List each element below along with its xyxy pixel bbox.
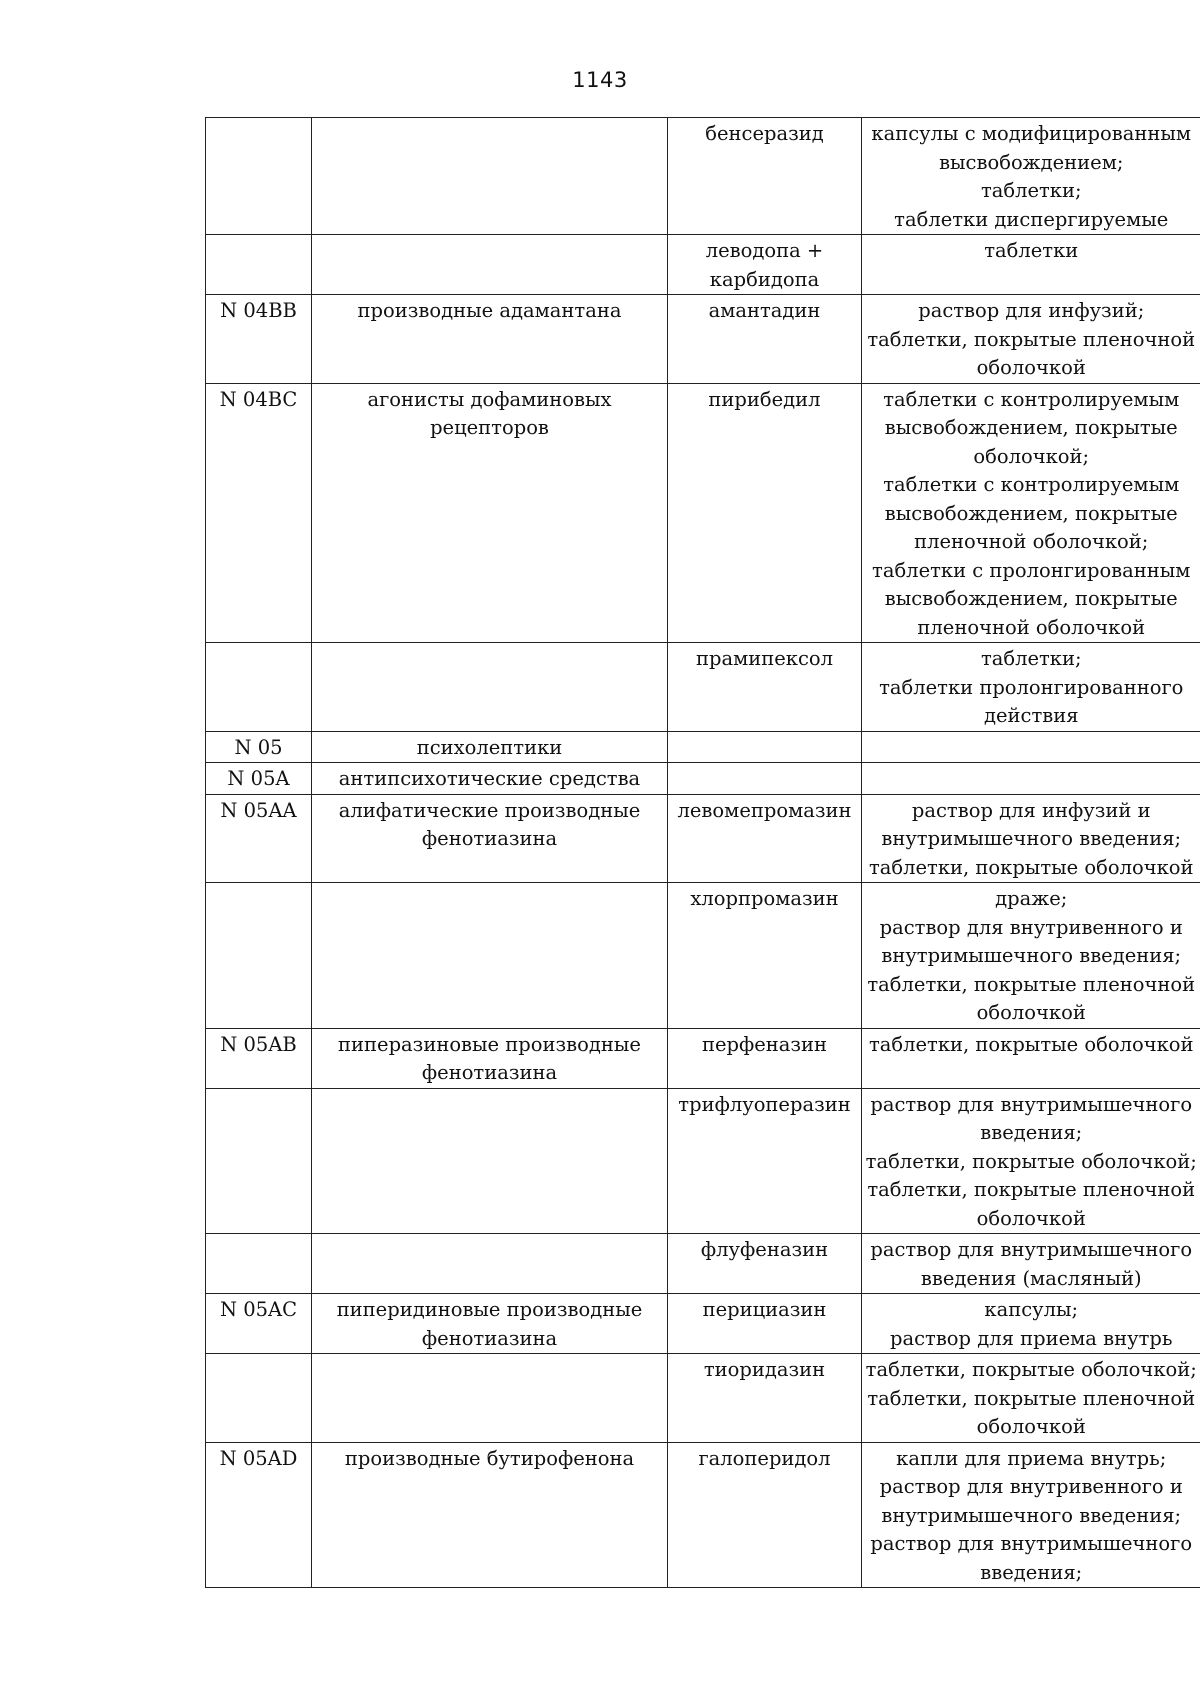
dosage-forms-line: оболочкой (976, 1415, 1086, 1438)
pharmacological-group-line: пиперазиновые производные (338, 1032, 641, 1056)
dosage-forms-line: оболочкой; (973, 444, 1090, 468)
dosage-forms-line: капсулы; (984, 1298, 1079, 1321)
table-row (206, 1294, 1200, 1354)
dosage-forms-line: введения; (980, 1560, 1083, 1584)
pharmacological-group-line: рецепторов (430, 416, 549, 439)
pharmacological-group-cell (312, 1354, 668, 1443)
dosage-forms-cell (862, 763, 1200, 795)
table-row (206, 883, 1200, 1029)
table-row (206, 1354, 1200, 1443)
pharmacological-group-line: пиперидиновые производные (336, 1298, 643, 1321)
dosage-forms-cell (862, 383, 1200, 643)
dosage-forms-line: таблетки с контролируемым (883, 473, 1180, 496)
drug-name-line: леводопа + (705, 239, 824, 262)
dosage-forms-line: внутримышечного введения; (881, 944, 1182, 967)
table-row (206, 118, 1200, 235)
pharmacological-group-cell (312, 794, 668, 883)
atc-code-cell: N 05AC (206, 1294, 312, 1354)
drug-name-cell (668, 1442, 862, 1588)
pharmacological-group-cell (312, 1442, 668, 1588)
dosage-forms-line: таблетки с контролируемым (883, 387, 1180, 411)
table-row (206, 1088, 1200, 1234)
pharmacological-group-cell (312, 1088, 668, 1234)
table-row (206, 763, 1200, 795)
dosage-forms-line: таблетки; (980, 179, 1082, 202)
atc-code-cell (206, 1354, 312, 1443)
drug-name-cell (668, 235, 862, 295)
dosage-forms-line: капсулы с модифицированным (871, 122, 1192, 145)
drug-name-cell (668, 643, 862, 732)
atc-code-cell: N 04BB (206, 295, 312, 384)
pharmacological-group-line: фенотиазина (421, 1326, 558, 1350)
dosage-forms-cell (862, 1028, 1200, 1088)
drug-name-line: тиоридазин (703, 1358, 826, 1381)
dosage-forms-cell (862, 643, 1200, 732)
dosage-forms-line: оболочкой (976, 1206, 1086, 1230)
drug-name-line: амантадин (708, 299, 821, 322)
pharmacological-group-line: фенотиазина (421, 1061, 558, 1084)
dosage-forms-line: раствор для инфузий и (911, 798, 1151, 822)
dosage-forms-line: таблетки пролонгированного (879, 675, 1184, 699)
pharmacological-group-line: производные адамантана (357, 299, 622, 322)
dosage-forms-line: раствор для внутримышечного (870, 1092, 1193, 1116)
drug-name-cell (668, 295, 862, 384)
dosage-forms-line: драже; (995, 887, 1068, 910)
dosage-forms-line: таблетки, покрытые оболочкой; (865, 1358, 1197, 1381)
dosage-forms-cell (862, 1234, 1200, 1294)
atc-code-cell (206, 1234, 312, 1294)
dosage-forms-line: внутримышечного введения; (881, 1503, 1182, 1527)
drug-name-cell (668, 1354, 862, 1443)
drug-name-cell (668, 1088, 862, 1234)
dosage-forms-cell (862, 1294, 1200, 1354)
atc-code-cell: N 05 (206, 731, 312, 763)
dosage-forms-cell (862, 1354, 1200, 1443)
table-row (206, 1234, 1200, 1294)
pharmacological-group-cell (312, 383, 668, 643)
atc-code-cell (206, 1088, 312, 1234)
table-row (206, 1442, 1200, 1588)
dosage-forms-line: высвобождением, покрытые (884, 587, 1178, 610)
drug-name-cell (668, 794, 862, 883)
dosage-forms-line: оболочкой (976, 1001, 1086, 1024)
pharmacological-group-cell (312, 295, 668, 384)
drug-name-line: прамипексол (695, 647, 834, 670)
page-number: 1143 (572, 68, 628, 92)
drug-name-line: перициазин (702, 1298, 827, 1321)
dosage-forms-line: таблетки, покрытые пленочной (867, 1178, 1196, 1201)
table-row (206, 1028, 1200, 1088)
drug-name-line: левомепромазин (677, 798, 852, 822)
table-row (206, 383, 1200, 643)
table-row (206, 295, 1200, 384)
drug-name-cell (668, 1234, 862, 1294)
pharmacological-group-cell (312, 118, 668, 235)
atc-code-cell (206, 235, 312, 295)
atc-code-cell: N 05AD (206, 1442, 312, 1588)
drug-name-cell (668, 118, 862, 235)
drug-name-cell (668, 1294, 862, 1354)
atc-code-cell (206, 643, 312, 732)
drug-classification-table (205, 117, 1200, 1588)
dosage-forms-line: капли для приема внутрь; (896, 1446, 1167, 1470)
dosage-forms-cell (862, 235, 1200, 295)
drug-name-line: перфеназин (701, 1032, 828, 1056)
pharmacological-group-line: агонисты дофаминовых (367, 387, 612, 411)
drug-name-line: галоперидол (698, 1446, 831, 1470)
table-row (206, 235, 1200, 295)
table-row (206, 794, 1200, 883)
dosage-forms-line: таблетки, покрытые пленочной (867, 972, 1196, 996)
dosage-forms-cell (862, 1442, 1200, 1588)
dosage-forms-cell (862, 731, 1200, 763)
atc-code-cell: N 05AA (206, 794, 312, 883)
drug-name-line: бенсеразид (705, 122, 824, 145)
dosage-forms-line: таблетки, покрытые оболочкой; (865, 1149, 1197, 1173)
drug-name-cell (668, 1028, 862, 1088)
table-row (206, 731, 1200, 763)
dosage-forms-line: раствор для внутримышечного (870, 1532, 1193, 1555)
atc-code-cell: N 04BC (206, 383, 312, 643)
pharmacological-group-cell (312, 643, 668, 732)
pharmacological-group-cell (312, 1028, 668, 1088)
pharmacological-group-cell (312, 1294, 668, 1354)
dosage-forms-line: таблетки (984, 239, 1079, 262)
dosage-forms-line: высвобождением, покрытые (884, 416, 1178, 439)
table-row (206, 643, 1200, 732)
dosage-forms-line: внутримышечного введения; (881, 827, 1182, 850)
pharmacological-group-line: фенотиазина (421, 827, 558, 850)
pharmacological-group-line: производные бутирофенона (344, 1446, 635, 1470)
dosage-forms-line: раствор для приема внутрь (890, 1326, 1173, 1350)
dosage-forms-line: таблетки, покрытые оболочкой (868, 1032, 1194, 1056)
pharmacological-group-line: антипсихотические средства (338, 767, 641, 790)
dosage-forms-cell (862, 1088, 1200, 1234)
pharmacological-group-cell (312, 883, 668, 1029)
atc-code-cell (206, 118, 312, 235)
atc-code-cell (206, 883, 312, 1029)
dosage-forms-line: введения; (980, 1121, 1083, 1144)
dosage-forms-line: введения (масляный) (920, 1266, 1142, 1290)
pharmacological-group-cell (312, 731, 668, 763)
pharmacological-group-cell (312, 1234, 668, 1294)
dosage-forms-line: высвобождением, покрытые (884, 501, 1178, 525)
dosage-forms-line: раствор для внутривенного и (879, 1475, 1183, 1498)
dosage-forms-line: пленочной оболочкой; (914, 530, 1149, 553)
dosage-forms-line: таблетки, покрытые оболочкой (868, 855, 1194, 879)
dosage-forms-line: оболочкой (976, 356, 1086, 379)
drug-name-line: трифлуоперазин (678, 1092, 851, 1116)
drug-name-line: флуфеназин (700, 1238, 829, 1261)
table-body (206, 118, 1200, 1588)
dosage-forms-line: раствор для инфузий; (918, 299, 1145, 322)
pharmacological-group-line: алифатические производные (338, 798, 641, 822)
dosage-forms-line: таблетки диспергируемые (894, 207, 1169, 231)
dosage-forms-line: действия (983, 704, 1079, 727)
dosage-forms-line: пленочной оболочкой (917, 615, 1146, 639)
dosage-forms-line: таблетки, покрытые пленочной (867, 327, 1196, 351)
drug-name-cell (668, 883, 862, 1029)
dosage-forms-line: высвобождением; (939, 150, 1124, 174)
pharmacological-group-line: психолептики (416, 735, 563, 759)
drug-name-cell (668, 731, 862, 763)
dosage-forms-line: раствор для внутримышечного (870, 1238, 1193, 1261)
dosage-forms-cell (862, 883, 1200, 1029)
atc-code-cell: N 05A (206, 763, 312, 795)
dosage-forms-line: таблетки, покрытые пленочной (867, 1386, 1196, 1410)
dosage-forms-cell (862, 794, 1200, 883)
drug-name-line: карбидопа (709, 267, 820, 291)
dosage-forms-cell (862, 295, 1200, 384)
pharmacological-group-cell (312, 763, 668, 795)
dosage-forms-line: раствор для внутривенного и (879, 915, 1183, 939)
dosage-forms-cell (862, 118, 1200, 235)
dosage-forms-line: таблетки с пролонгированным (872, 558, 1191, 582)
drug-name-line: хлорпромазин (690, 887, 839, 910)
drug-name-cell (668, 383, 862, 643)
drug-name-line: пирибедил (708, 387, 821, 411)
pharmacological-group-cell (312, 235, 668, 295)
dosage-forms-line: таблетки; (980, 647, 1082, 670)
atc-code-cell: N 05AB (206, 1028, 312, 1088)
drug-name-cell (668, 763, 862, 795)
